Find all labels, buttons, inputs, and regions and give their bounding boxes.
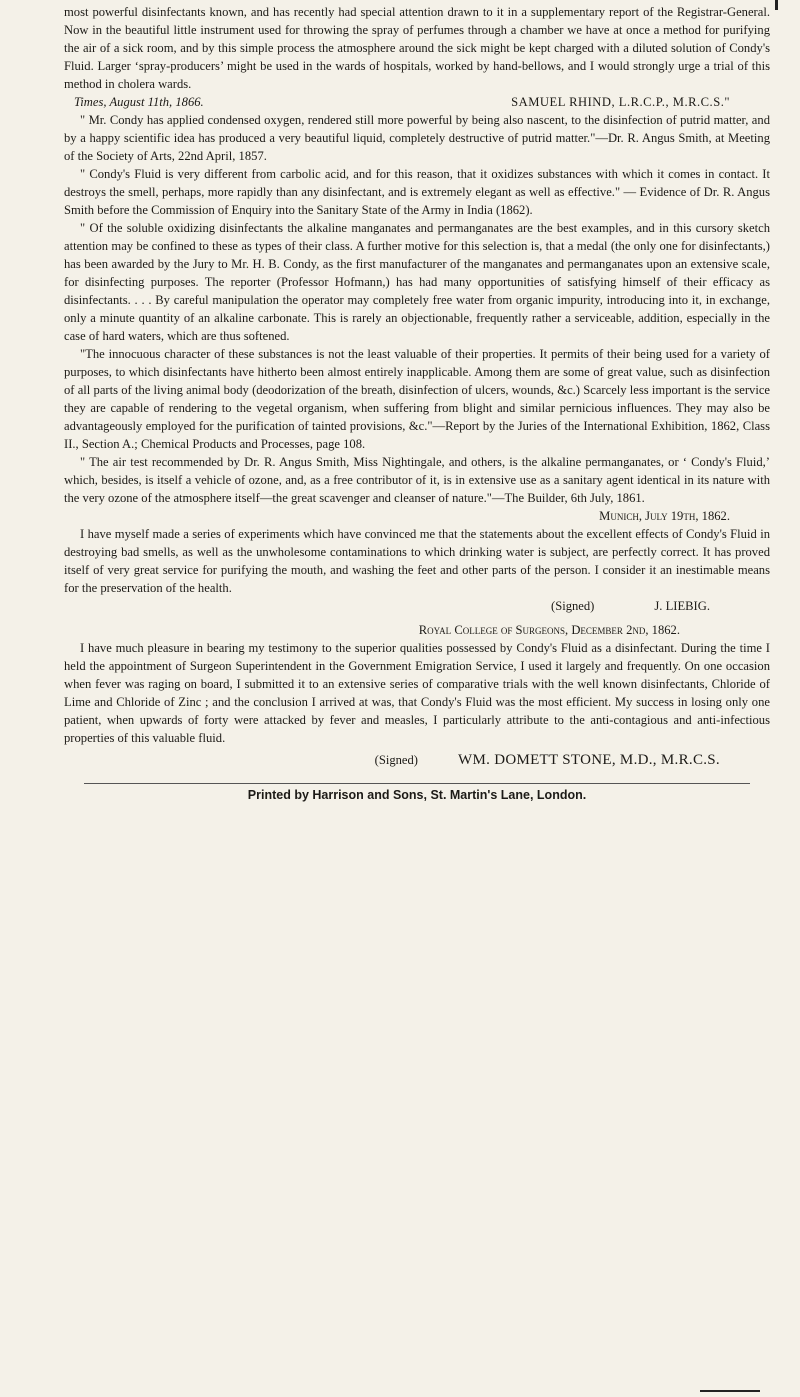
signature-line-rhind bbox=[64, 93, 770, 111]
letter-stone: I have much pleasure in bearing my testimony to the superior qualities possessed by Condy's Fluid as a disinfectant. During the time I held the appointment of Surgeon Superintendent in the Government Emigration Service, I used it largely and frequently. On one occasion when fever was raging on board, I submitted it to an extensive series of comparative trials with the well known disinfectants, Chloride of Lime and Chloride of Zinc ; and the conclusion I arrived at was, that Condy's Fluid was the most efficient. My success in losing only one patient, when upwards of forty were attacked by fever and measles, I particularly attribute to the anti-contagious and anti-infectious properties of this valuable fluid. bbox=[64, 641, 770, 745]
dateline-munich: Munich, July 19th, 1862. bbox=[599, 509, 730, 523]
signed-label: (Signed) bbox=[374, 753, 418, 767]
author-name: SAMUEL RHIND, L.R.C.P., M.R.C.S." bbox=[511, 95, 730, 109]
scan-edge-mark bbox=[775, 0, 778, 10]
quote-jury-innocuous: "The innocuous character of these substances is not the least valuable of their properties. It permits of their being used for a variety of purposes, to which disinfectants have hitherto been almost entirely inapplicable. Among them are some of great value, such as disinfection of all parts of the living animal body (deodorization of the breath, disinfection of ulcers, wounds, &c.) Scarcely less important is the service they are capable of rendering to the vegetal organism, when suffering from blight and similar pernicious influences. They may also be advantageously employed for the purification of tainted provisions, &c."—Report by the Juries of the International Exhibition, 1862, Class II., Section A.; Chemical Products and Processes, page 108. bbox=[64, 347, 770, 451]
quote-angus-smith-society: " Mr. Condy has applied condensed oxygen, rendered still more powerful by being also nascent, to the disinfection of putrid matter, and by a happy scientific idea has produced a very beautiful liquid, completely destructive of putrid matter."—Dr. R. Angus Smith, at Meeting of the Society of Arts, 22nd April, 1857. bbox=[64, 113, 770, 163]
dateline-royal-college: Royal College of Surgeons, December 2nd, 1862. bbox=[418, 623, 680, 637]
footer-divider bbox=[84, 783, 750, 784]
quote-angus-smith-evidence: " Condy's Fluid is very different from carbolic acid, and for this reason, that it oxidizes substances with which it comes in contact. It destroys the smell, perhaps, more rapidly than any disinfectant, and is extremely elegant as well as effective." — Evidence of Dr. R. Angus Smith before the Commission of Enquiry into the Sanitary State of the Army in India (1862). bbox=[64, 167, 770, 217]
source-citation: Times, August 11th, 1866. bbox=[74, 95, 204, 109]
quote-the-builder: " The air test recommended by Dr. R. Angus Smith, Miss Nightingale, and others, is the alkaline permanganates, or ‘ Condy's Fluid,’ which, besides, is itself a vehicle of ozone, and, as a free contributor of it, is in extensive use as a sanitary agent identical in its nature with the very ozone of the atmosphere itself—the great scavenger and cleanser of nature."—The Builder, 6th July, 1861. bbox=[64, 455, 770, 505]
signatory-name: WM. DOMETT STONE, M.D., M.R.C.S. bbox=[458, 752, 720, 768]
scan-edge-mark bbox=[700, 1390, 760, 1392]
signatory-name: J. LIEBIG. bbox=[654, 599, 710, 613]
paragraph-spray-method: most powerful disinfectants known, and has recently had special attention drawn to it in a supplementary report of the Registrar-General. Now in the beautiful little instrument used for throwing the spray of perfumes through a chamber we have at once a method for purifying the air of a sick room, and by this simple process the atmosphere around the sick might be kept charged with a diluted solution of Condy's Fluid. Larger ‘spray-producers’ might be used in the wards of hospitals, worked by hand-bellows, and I would strongly urge a trial of this method in cholera wards. bbox=[64, 5, 770, 91]
printer-imprint: Printed by Harrison and Sons, St. Martin's Lane, London. bbox=[247, 788, 587, 802]
letter-liebig: I have myself made a series of experiments which have convinced me that the statements about the excellent effects of Condy's Fluid in destroying bad smells, as well as the unwholesome contaminations to which drinking water is subject, are perfectly correct. It has proved itself of very great service for purifying the mouth, and washing the feet and other parts of the person. I consider it an inestimable means for the preservation of the health. bbox=[64, 527, 770, 595]
signature-liebig bbox=[64, 597, 770, 615]
signed-label: (Signed) bbox=[551, 599, 595, 613]
quote-jury-manganates: " Of the soluble oxidizing disinfectants the alkaline manganates and permanganates are the best examples, and in this cursory sketch attention may be confined to these as types of their class. A further motive for this selection is, that a medal (the only one for disinfectants,) has been awarded by the Jury to Mr. H. B. Condy, as the first manufacturer of the manganates and permanganates upon an extensive scale, for disinfecting purposes. The reporter (Professor Hofmann,) has had many opportunities of satisfying himself of their efficacy as disinfectants. . . . By careful manipulation the operator may completely free water from organic impurity, introducing into it, in exchange, only a minute quantity of an alkaline carbonate. This is rarely an objectionable, frequently rather a serviceable, addition, especially in the case of hard waters, which are thus softened. bbox=[64, 221, 770, 343]
signature-stone bbox=[64, 751, 770, 769]
